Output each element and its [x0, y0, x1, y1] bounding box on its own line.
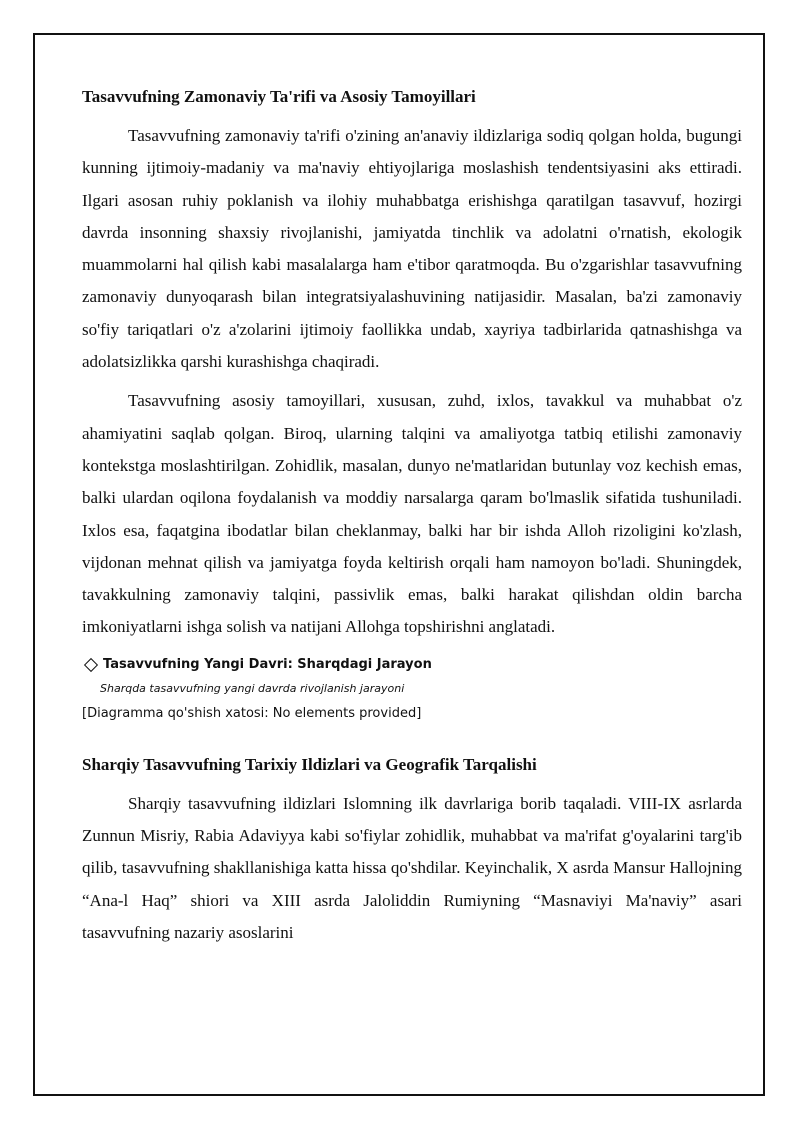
section-heading-historical-roots: Sharqiy Tasavvufning Tarixiy Ildizlari va Geografik Tarqalishi [82, 754, 537, 774]
section-heading-modern-definition: Tasavvufning Zamonaviy Ta'rifi va Asosiy Tamoyillari [82, 87, 476, 106]
diamond-icon [84, 658, 98, 672]
diagram-error-message: [Diagramma qo'shish xatosi: No elements provided] [82, 705, 422, 721]
paragraph: Sharqiy tasavvufning ildizlari Islomning ilk davrlariga borib taqaladi. VIII-IX asrlarda Zunnun Misriy, Rabia Adaviyya kabi so'fiylar zohidlik, muhabbat va ma'rifat g'oyalarini targ'ib qilib, tasavvufning shakllanishiga katta hissa qo'shdilar. Keyinchalik, X asrda Mansur Hallojning “Ana-l Haq” shiori va XIII asrda Jaloliddin Rumiyning “Masnaviyi Ma'naviy” asari tasavvufning nazariy asoslarini [82, 793, 742, 942]
document-body [82, 85, 742, 949]
diagram-placeholder [82, 654, 742, 724]
diagram-title: Tasavvufning Yangi Davri: Sharqdagi Jarayon [103, 657, 432, 673]
paragraph: Tasavvufning zamonaviy ta'rifi o'zining an'anaviy ildizlariga sodiq qolgan holda, bugungi kunning ijtimoiy-madaniy va ma'naviy ehtiyojlariga moslashish tendentsiyasini aks ettiradi. Ilgari asosan ruhiy poklanish va ilohiy muhabbatga erishishga qaratilgan tasavvuf, hozirgi davrda insonning shaxsiy rivojlanishi, jamiyatda tinchlik va adolatni o'rnatish, ekologik muammolarni hal qilish kabi masalalarga ham e'tibor qaratmoqda. Bu o'zgarishlar tasavvufning zamonaviy dunyoqarash bilan integratsiyalashuvining natijasidir. Masalan, ba'zi zamonaviy so'fiy tariqatlari o'z a'zolarini ijtimoiy faollikka undab, xayriya tadbirlarida qatnashishga va adolatsizlikka qarshi kurashishga chaqiradi. [82, 126, 742, 372]
diagram-title-row [82, 654, 742, 676]
paragraph: Tasavvufning asosiy tamoyillari, xususan, zuhd, ixlos, tavakkul va muhabbat o'z ahamiyatini saqlab qolgan. Biroq, ularning talqini va amaliyotga tatbiq etilishi zamonaviy kontekstga moslashtirilgan. Zohidlik, masalan, dunyo ne'matlaridan butunlay voz kechish emas, balki ulardan oqilona foydalanish va moddiy narsalarga qaram bo'lmaslik sifatida tushuniladi. Ixlos esa, faqatgina ibodatlar bilan cheklanmay, balki har bir ishda Alloh rizoligini ko'zlash, vijdonan mehnat qilish va jamiyatga foyda keltirish orqali ham namoyon bo'ladi. Shuningdek, tavakkulning zamonaviy talqini, passivlik emas, balki harakat qilishdan oldin barcha imkoniyatlarni ishga solish va natijani Allohga topshirishni anglatadi. [82, 391, 742, 637]
diagram-subtitle: Sharqda tasavvufning yangi davrda rivojlanish jarayoni [100, 681, 405, 695]
